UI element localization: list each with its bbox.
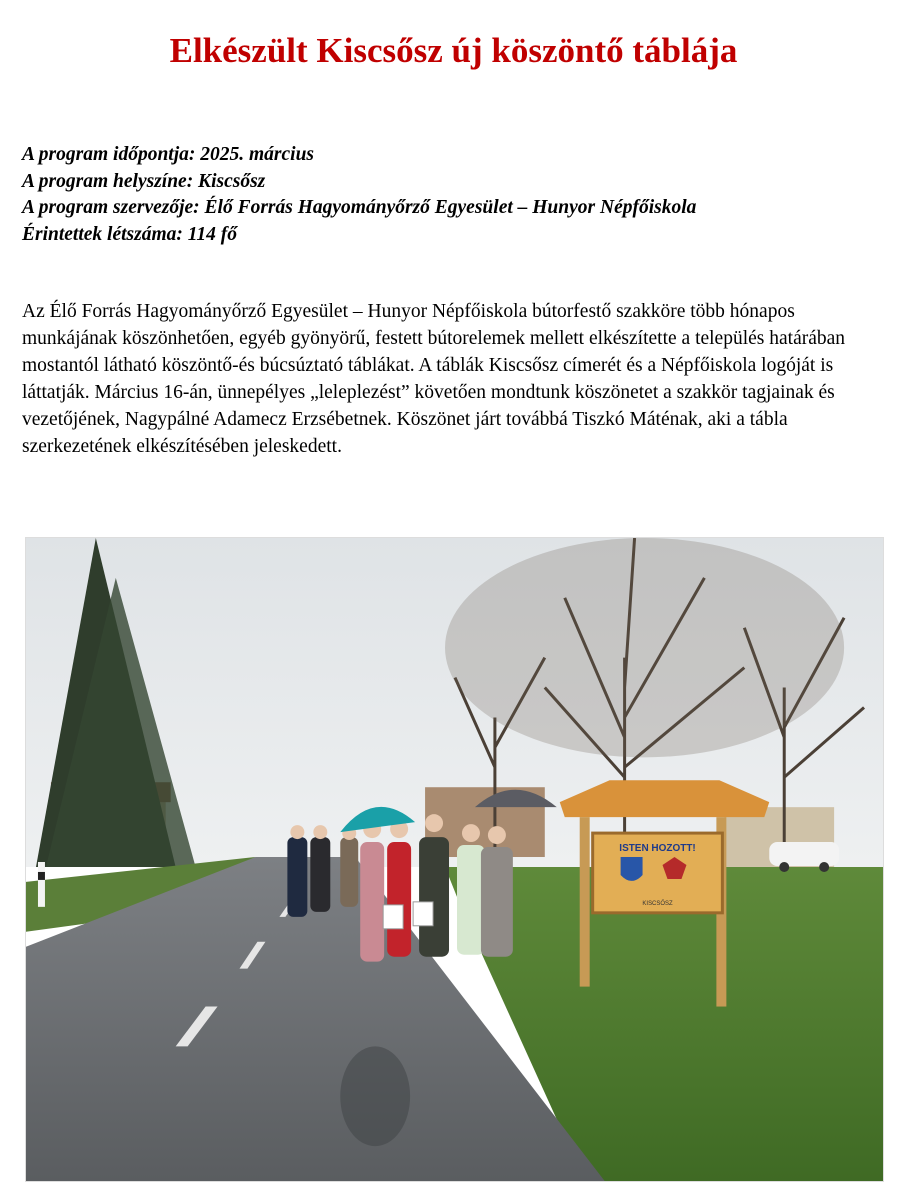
program-location: A program helyszíne: Kiscsősz: [22, 170, 266, 192]
photo-illustration: [26, 538, 883, 1181]
program-date: A program időpontja: 2025. március: [22, 144, 315, 165]
sign-text: ISTEN HOZOTT!: [619, 843, 696, 855]
parked-car: [769, 842, 839, 866]
participant-count: Érintettek létszáma: 114 fő: [22, 223, 238, 245]
program-organizer: A program szervezője: Élő Forrás Hagyományőrző Egyesület – Hunyor Népfőiskola: [22, 197, 697, 218]
event-photo: [25, 537, 884, 1182]
sign-subtext: KISCSŐSZ: [642, 900, 673, 907]
program-details: [22, 142, 882, 248]
article-paragraph: Az Élő Forrás Hagyományőrző Egyesület – Hunyor Népfőiskola bútorfestő szakköre több hónapos munkájának köszönhetően, egyéb gyönyörű, festett bútorelemek mellett elkészítette a település határában mostantól látható köszöntő-és búcsúztató táblákat. A táblák Kiscsősz címerét és a Népfőiskola logóját is láttatják. Március 16-án, ünnepélyes „leleplezést” követően mondtunk köszönetet a szakkör tagjainak és vezetőjének, Nagypálné Adamecz Erzsébetnek. Köszönet járt továbbá Tiszkó Máténak, aki a tábla szerkezetének elkészítésében jeleskedett.: [22, 301, 846, 457]
coat-of-arms: [621, 857, 643, 881]
page-title: Elkészült Kiscsősz új köszöntő táblája: [169, 31, 738, 70]
roadside-post: [38, 862, 45, 907]
